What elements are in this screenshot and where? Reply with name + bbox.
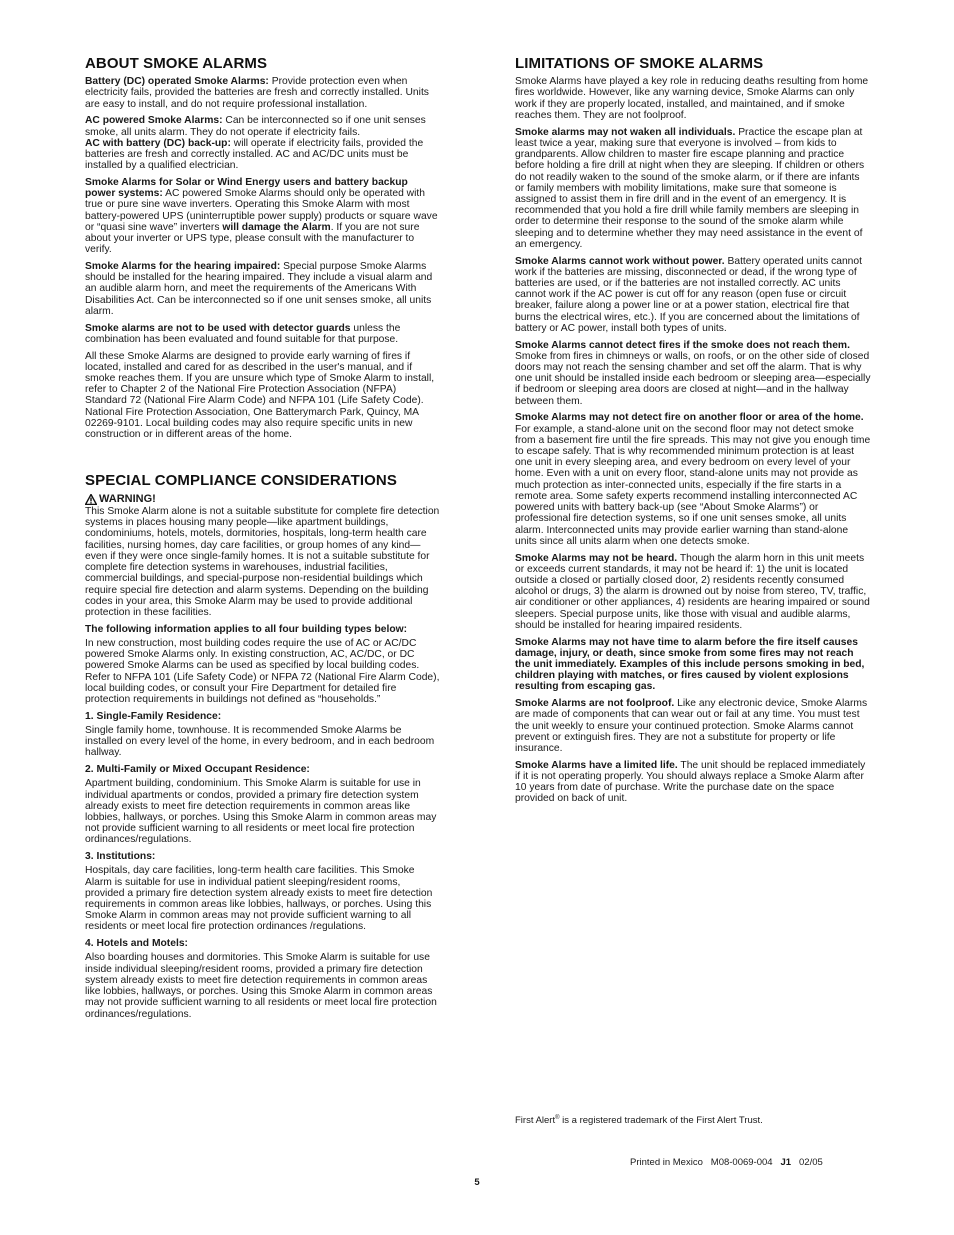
compliance-heading: SPECIAL COMPLIANCE CONSIDERATIONS <box>85 471 397 489</box>
about-paragraph-guards: Smoke alarms are not to be used with detector guards unless the combination has been evaluated and found suitable for that purpose. <box>85 322 401 345</box>
right-column <box>515 55 871 810</box>
about-paragraph-hearing: Smoke Alarms for the hearing impaired: Special purpose Smoke Alarms should be installed for the hearing impaired. They include a visual alarm and an audible alarm horn, and meet the requirements of the Americans With Disabilities Act. Can be interconnected so if one unit senses smoke, all units alarm. <box>85 261 433 317</box>
about-paragraph-general: All these Smoke Alarms are designed to provide early warning of fires if located, installed and cared for as described in the user's manual, and if smoke reaches them. If you are unsure which type of Smoke Alarm to install, refer to Chapter 2 of the National Fire Protection Association (NFPA) Standard 72 (National Fire Alarm Code) and NFPA 101 (Life Safety Code). National Fire Protection Association, One Batterymarch Park, Quincy, MA 02269-9101. Local building codes may also require specific units in new construction or in different areas of the home. <box>85 350 435 441</box>
applies-heading: The following information applies to all four building types below: <box>85 623 408 635</box>
limitation-item: Smoke Alarms cannot work without power. Battery operated units cannot work if the batteries are missing, disconnected or dead, if the wrong type of batteries are used, or if the batteries are not installed correctly. AC units cannot work if the AC power is cut off for any reason (open fuse or circuit breaker, failure along a power line or at a power station, electrical fire that burns the electrical wires, etc.). If you are concerned about the limitations of battery or AC power, install both types of units. <box>515 255 862 334</box>
limitation-item: Smoke Alarms may not have time to alarm before the fire itself causes damage, injury, or death, since smoke from some fires may not reach the unit immediately. Examples of this include persons smoking in bed, children playing with matches, or fires caused by violent explosions resulting from escaping gas. <box>515 636 865 693</box>
applies-text: In new construction, most building codes require the use of AC or AC/DC powered Smoke Alarms only. In existing construction, AC, AC/DC, or DC powered Smoke Alarms can be used as specified by local building codes. Refer to NFPA 101 (Life Safety Code) or NFPA 72 (National Fire Alarm Code), local building codes, or consult your Fire Department for detailed fire protection requirements in buildings not defined as “households.” <box>85 637 440 706</box>
limitations-intro: Smoke Alarms have played a key role in reducing deaths resulting from home fires worldwide. However, like any warning device, Smoke Alarms can only work if they are properly located, installed, and maintained, and if smoke reaches them. They are not foolproof. <box>515 76 869 121</box>
limitation-item: Smoke alarms may not waken all individuals. Practice the escape plan at least twice a year, making sure that everyone is involved – from kids to grandparents. Allow children to master fire escape planning and practice before holding a fire drill at night when they are sleeping. If children or others do not readily waken to the sound of the smoke alarm, or if there are infants or family members with mobility limitations, make sure that someone is assigned to assist them in fire drill and in the event of an emergency. It is recommended that you hold a fire drill while family members are sleeping in order to determine their response to the sound of the smoke alarm while sleeping and to determine whether they may need assistance in the event of an emergency. <box>515 126 865 250</box>
page-number: 5 <box>474 1177 480 1188</box>
print-info: Printed in Mexico M08-0069-004 J1 02/05 <box>630 1157 823 1168</box>
limitation-item: Smoke Alarms may not detect fire on another floor or area of the home. For example, a stand-alone unit on the second floor may not detect smoke from a basement fire until the fire spreads. This may not give you enough time to escape safely. That is why recommended minimum protection is at least one unit in every sleeping area, and every bedroom on every level of your home. Even with a unit on every floor, stand-alone units may not provide as much protection as inter-connected units, especially if the fire starts in a remote area. Some safety experts recommend installing interconnected AC powered units with battery back-up (see “About Smoke Alarms”) or professional fire detection systems, so if one unit senses smoke, all units alarm. Interconnected units may provide earlier warning than stand-alone units since all units alarm when one detects smoke. <box>515 412 871 547</box>
warning-label: WARNING! <box>85 493 440 505</box>
type-title: 3. Institutions: <box>85 851 156 863</box>
warning-triangle-icon <box>85 494 97 505</box>
type-text: Apartment building, condominium. This Smoke Alarm is suitable for use in individual apartments or condos, provided a primary fire detection system already exists to meet fire detection requirements in common areas like lobbies, hallways, or porches. Using this Smoke Alarm in common areas may not provide sufficient warning to all residents or meet local fire protection ordinances/regulations. <box>85 778 437 846</box>
type-title: 1. Single-Family Residence: <box>85 710 222 722</box>
about-heading: ABOUT SMOKE ALARMS <box>85 55 268 72</box>
warning-text: This Smoke Alarm alone is not a suitable substitute for complete fire detection systems in places housing many people—like apartment buildings, condominiums, hotels, motels, dormitories, hospitals, long-term health care facilities, nursing homes, day care facilities, or group homes of any kind—even if they were once single-family homes. It is not a suitable substitute for complete fire detection systems in warehouses, industrial facilities, commercial buildings, and special-purpose non-residential buildings which require special fire detection and alarm systems. Depending on the building codes in your area, this Smoke Alarm may be used to provide additional protection in these facilities. <box>85 506 440 619</box>
type-title: 2. Multi-Family or Mixed Occupant Residence: <box>85 764 310 776</box>
limitation-item: Smoke Alarms have a limited life. The unit should be replaced immediately if it is not operating properly. You should always replace a Smoke Alarm after 10 years from date of purchase. Write the purchase date on the space provided on back of unit. <box>515 759 866 805</box>
type-text: Hospitals, day care facilities, long-term health care facilities. This Smoke Alarm is suitable for use in individual patient sleeping/resident rooms, provided a primary fire detection system already exists to meet fire detection requirements in common areas like lobbies, hallways, or porches. Using this Smoke Alarm in common areas may not provide sufficient warning to all residents or meet local fire protection ordinances /regulations. <box>85 865 433 933</box>
limitations-heading: LIMITATIONS OF SMOKE ALARMS <box>515 55 764 72</box>
type-text: Also boarding houses and dormitories. This Smoke Alarm is suitable for use inside individual sleeping/resident rooms, provided a primary fire detection system already exists to meet fire detection requirements in common areas like lobbies, hallways, or porches. Using this Smoke Alarm in common areas may not provide sufficient warning to all residents or meet local fire protection ordinances/regulations. <box>85 952 437 1020</box>
left-column <box>85 55 440 1025</box>
limitation-item: Smoke Alarms may not be heard. Though the alarm horn in this unit meets or exceeds current standards, it may not be heard if: 1) the unit is located outside a closed or partially closed door, 2) residents recently consumed alcohol or drugs, 3) the alarm is drowned out by noise from stereo, TV, traffic, air conditioner or other appliances, 4) residents are hearing impaired or sound sleepers. Special purpose units, like those with visual and audible alarms, should be installed for hearing impaired residents. <box>515 552 870 631</box>
trademark-notice: First Alert® is a registered trademark of the First Alert Trust. <box>515 1115 763 1127</box>
about-paragraph-solar: Smoke Alarms for Solar or Wind Energy users and battery backup power systems: AC powered Smoke Alarms should only be operated with true or pure sine wave inverters. Operating this Smoke Alarm with most battery-powered UPS (uninterruptible power supply) products or square wave or “quasi sine wave” inverters will damage the Alarm. If you are not sure about your inverter or UPS type, please consult with the manufacturer to verify. <box>85 177 438 256</box>
limitation-item: Smoke Alarms are not foolproof. Like any electronic device, Smoke Alarms are made of components that can wear out or fail at any time. You must test the unit weekly to ensure your continued protection. Smoke Alarms cannot prevent or extinguish fires. They are not a substitute for property or life insurance. <box>515 698 868 754</box>
about-paragraph-battery: Battery (DC) operated Smoke Alarms: Provide protection even when electricity fails, provided the batteries are fresh and correctly installed. Units are easy to install, and do not require professional installation. <box>85 76 429 110</box>
limitation-item: Smoke Alarms cannot detect fires if the smoke does not reach them. Smoke from fires in chimneys or walls, on roofs, or on the other side of closed doors may not reach the sensing chamber and set off the alarm. That is why one unit should be installed inside each bedroom or sleeping area—especially if bedroom or sleeping area doors are closed at night—and in the hallway between them. <box>515 339 871 407</box>
section-spacer <box>85 446 440 472</box>
type-title: 4. Hotels and Motels: <box>85 938 188 950</box>
type-text: Single family home, townhouse. It is recommended Smoke Alarms be installed on every level of the home, in every bedroom, and in each bedroom hallway. <box>85 724 435 759</box>
about-paragraph-ac: AC powered Smoke Alarms: Can be interconnected so if one unit senses smoke, all units alarm. They do not operate if electricity fails. AC with battery (DC) back-up: will operate if electricity fails, provided the batteries are fresh and correctly installed. AC and AC/DC units must be installed by a qualified electrician. <box>85 115 426 172</box>
